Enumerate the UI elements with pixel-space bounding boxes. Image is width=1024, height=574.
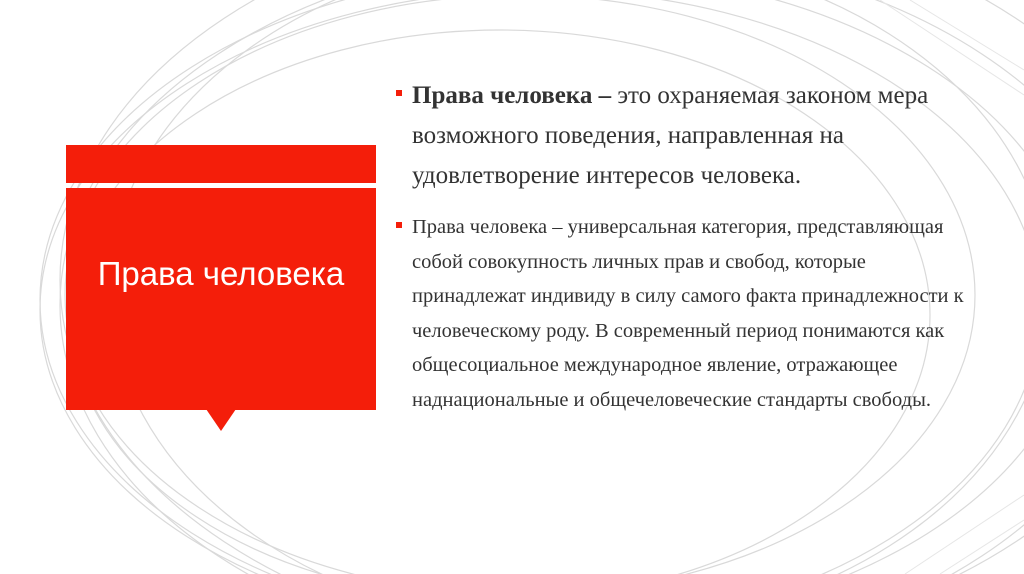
bullet-text: Права человека – универсальная категория, представляющая собой совокупность личных прав и свобод, которые принадлежат индивиду в силу самого факта принадлежности к человеческому роду. В современный период понимаются как общесоциальное международное явление, отражающее наднациональные и общечеловеческие стандарты свободы. xyxy=(412,216,964,411)
title-accent-strip xyxy=(66,145,376,183)
square-bullet-icon xyxy=(396,222,402,228)
bullet-item-definition xyxy=(396,76,1016,196)
bullet-item-category xyxy=(396,210,972,417)
bullet-term: Права человека – xyxy=(412,82,612,109)
slide-content xyxy=(396,76,1016,417)
slide-title: Права человека xyxy=(97,255,345,292)
bullet-text: это охраняемая законом мера возможного поведения, направленная на удовлетворение интересов человека. xyxy=(412,82,929,189)
title-box xyxy=(66,188,376,410)
square-bullet-icon xyxy=(396,90,402,96)
title-pointer-triangle xyxy=(206,409,236,431)
